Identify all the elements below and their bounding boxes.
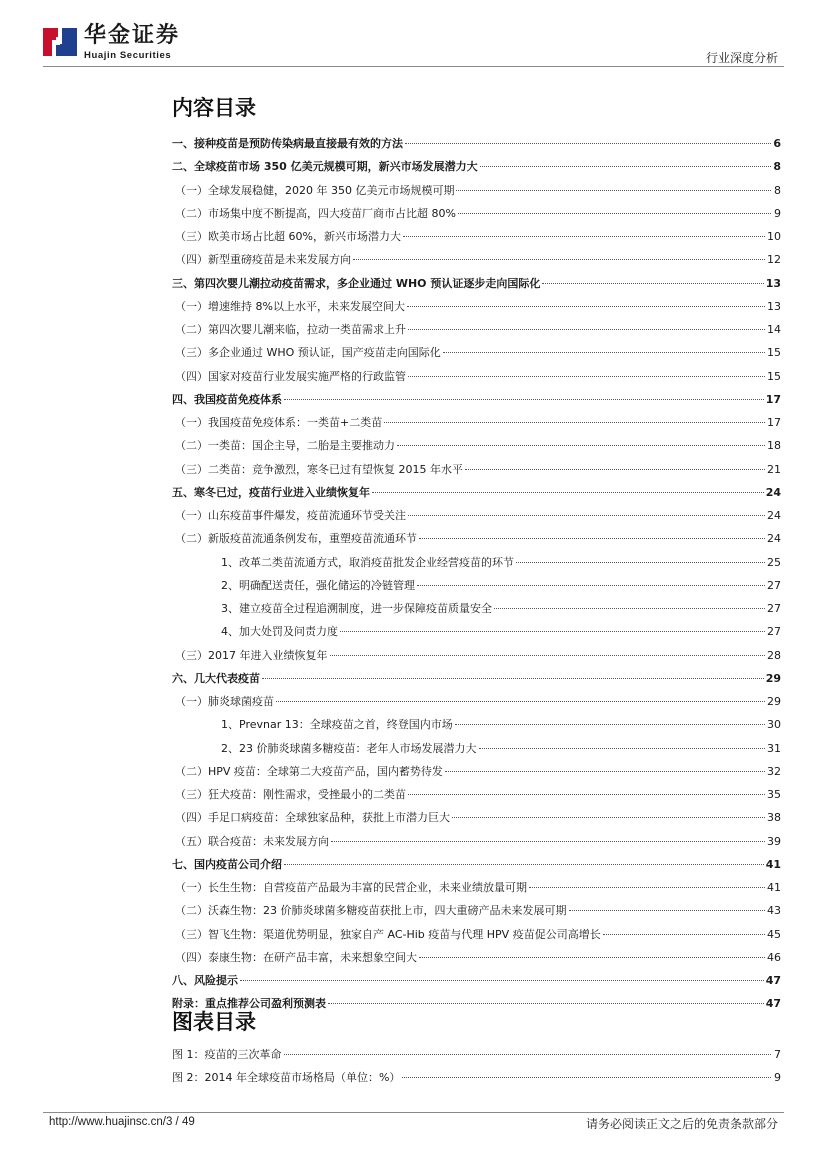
dot-leader [408, 515, 765, 516]
entry-page-number: 29 [765, 671, 781, 685]
toc-entry[interactable] [172, 853, 781, 876]
entry-page-number: 47 [765, 997, 781, 1011]
toc-entry[interactable] [172, 597, 781, 620]
toc-entry[interactable] [172, 318, 781, 341]
entry-page-number: 9 [774, 206, 781, 220]
entry-page-number: 17 [765, 392, 781, 406]
entry-title: 四、我国疫苗免疫体系 [172, 392, 282, 406]
entry-title: 4、加大处罚及问责力度 [221, 625, 338, 639]
entry-page-number: 13 [767, 299, 781, 313]
dot-leader [402, 1077, 771, 1078]
dot-leader [405, 143, 771, 144]
report-type-label: 行业深度分析 [705, 51, 778, 65]
entry-page-number: 30 [767, 718, 781, 732]
entry-title: （一）长生生物：自营疫苗产品最为丰富的民营企业，未来业绩放量可期 [175, 881, 527, 894]
entry-page-number: 7 [774, 1048, 781, 1061]
entry-title: （一）山东疫苗事件爆发，疫苗流通环节受关注 [175, 509, 406, 522]
entry-page-number: 24 [767, 532, 781, 546]
entry-title: （一）肺炎球菌疫苗 [175, 695, 274, 708]
dot-leader [408, 794, 765, 795]
entry-page-number: 31 [767, 741, 781, 755]
toc-entry[interactable] [172, 341, 781, 364]
entry-title: 附录：重点推荐公司盈利预测表 [172, 997, 326, 1011]
toc-entry[interactable] [172, 713, 781, 736]
header-divider [43, 66, 784, 67]
entry-page-number: 8 [774, 183, 781, 197]
entry-title: 1、Prevnar 13：全球疫苗之首，终登国内市场 [221, 718, 453, 732]
entry-title: （二）HPV 疫苗：全球第二大疫苗产品，国内蓄势待发 [175, 764, 443, 778]
toc-entry[interactable] [172, 992, 781, 1015]
entry-page-number: 27 [767, 602, 781, 615]
entry-title: （二）新版疫苗流通条例发布，重塑疫苗流通环节 [175, 532, 417, 546]
entry-page-number: 29 [767, 695, 781, 708]
dot-leader [328, 1003, 764, 1004]
dot-leader [452, 817, 765, 818]
entry-title: 五、寒冬已过，疫苗行业进入业绩恢复年 [172, 485, 370, 499]
dot-leader [603, 934, 765, 935]
entry-page-number: 18 [767, 439, 781, 453]
entry-title: （三）智飞生物：渠道优势明显，独家自产 AC-Hib 疫苗与代理 HPV 疫苗促公司高增长 [175, 927, 601, 941]
dot-leader [340, 631, 765, 632]
toc-entry[interactable] [172, 504, 781, 527]
huajin-logo-icon [43, 25, 77, 59]
toc-entry[interactable] [172, 551, 781, 574]
dot-leader [397, 445, 765, 446]
entry-title: （三）狂犬疫苗：刚性需求，受挫最小的二类苗 [175, 788, 406, 801]
toc-entry[interactable] [172, 830, 781, 853]
toc-entry[interactable] [172, 620, 781, 643]
entry-title: （四）泰康生物：在研产品丰富，未来想象空间大 [175, 950, 417, 964]
toc-entry[interactable] [172, 434, 781, 457]
dot-leader [276, 701, 765, 702]
entry-page-number: 17 [767, 416, 781, 429]
entry-title: （二）沃森生物：23 价肺炎球菌多糖疫苗获批上市，四大重磅产品未来发展可期 [175, 904, 567, 918]
brand-name-en: Huajin Securities [84, 50, 172, 61]
toc-entry[interactable] [172, 969, 781, 992]
figure-entry[interactable] [172, 1066, 781, 1089]
toc-entry[interactable] [172, 179, 781, 202]
dot-leader [330, 655, 766, 656]
toc-entry[interactable] [172, 737, 781, 760]
entry-page-number: 13 [765, 276, 781, 290]
dot-leader [403, 236, 765, 237]
entry-title: 1、改革二类苗流通方式，取消疫苗批发企业经营疫苗的环节 [221, 555, 514, 569]
entry-title: （一）全球发展稳健，2020 年 350 亿美元市场规模可期 [175, 183, 455, 197]
entry-page-number: 21 [767, 462, 781, 476]
toc-entry[interactable] [172, 690, 781, 713]
entry-page-number: 25 [767, 555, 781, 569]
dot-leader [408, 329, 765, 330]
entry-title: （四）手足口病疫苗：全球独家品种，获批上市潜力巨大 [175, 811, 450, 825]
entry-title: （一）我国疫苗免疫体系：一类苗+二类苗 [175, 416, 383, 429]
entry-page-number: 46 [767, 950, 781, 964]
dot-leader [284, 399, 764, 400]
dot-leader [331, 841, 765, 842]
footer-disclaimer: 请务必阅读正文之后的免责条款部分 [585, 1117, 778, 1131]
entry-title: （三）欧美市场占比超 60%，新兴市场潜力大 [175, 230, 401, 243]
toc-entry[interactable] [172, 155, 781, 178]
figure-entry[interactable] [172, 1043, 781, 1066]
entry-page-number: 32 [767, 764, 781, 778]
toc-entry[interactable] [172, 923, 781, 946]
dot-leader [455, 724, 765, 725]
entry-title: （五）联合疫苗：未来发展方向 [175, 834, 329, 848]
entry-page-number: 39 [767, 834, 781, 848]
entry-title: （三）多企业通过 WHO 预认证，国产疫苗走向国际化 [175, 346, 441, 360]
toc-heading: 内容目录 [172, 96, 256, 120]
entry-page-number: 41 [767, 881, 781, 894]
toc-entry[interactable] [172, 876, 781, 899]
figures-heading: 图表目录 [172, 1010, 256, 1034]
toc-entry[interactable] [172, 760, 781, 783]
entry-page-number: 24 [767, 509, 781, 522]
entry-title: （二）第四次婴儿潮来临，拉动一类苗需求上升 [175, 323, 406, 336]
entry-page-number: 27 [767, 578, 781, 592]
dot-leader [353, 259, 765, 260]
toc-entry[interactable] [172, 574, 781, 597]
entry-page-number: 9 [774, 1071, 781, 1084]
entry-page-number: 35 [767, 788, 781, 801]
brand-name-cn: 华金证券 [84, 23, 181, 48]
dot-leader [284, 1054, 772, 1055]
dot-leader [407, 306, 765, 307]
toc-entry[interactable] [172, 411, 781, 434]
dot-leader [529, 887, 765, 888]
dot-leader [479, 748, 766, 749]
entry-title: 2、23 价肺炎球菌多糖疫苗：老年人市场发展潜力大 [221, 741, 477, 755]
entry-page-number: 24 [765, 485, 781, 499]
entry-title: 六、几大代表疫苗 [172, 671, 260, 685]
entry-title: （三）2017 年进入业绩恢复年 [175, 648, 328, 662]
entry-page-number: 12 [767, 253, 781, 267]
footer-divider [43, 1112, 784, 1113]
dot-leader [516, 562, 765, 563]
table-of-contents [172, 132, 781, 1016]
dot-leader [458, 213, 771, 214]
entry-page-number: 27 [767, 625, 781, 639]
entry-page-number: 28 [767, 648, 781, 662]
dot-leader [465, 469, 765, 470]
dot-leader [417, 585, 765, 586]
dot-leader [240, 980, 764, 981]
toc-entry[interactable] [172, 783, 781, 806]
dot-leader [262, 678, 764, 679]
dot-leader [480, 166, 771, 167]
entry-title: （四）新型重磅疫苗是未来发展方向 [175, 253, 351, 267]
dot-leader [443, 352, 765, 353]
toc-entry[interactable] [172, 458, 781, 481]
dot-leader [494, 608, 765, 609]
toc-entry[interactable] [172, 527, 781, 550]
dot-leader [284, 864, 764, 865]
entry-page-number: 15 [767, 369, 781, 383]
entry-page-number: 47 [765, 974, 781, 987]
entry-title: 二、全球疫苗市场 350 亿美元规模可期，新兴市场发展潜力大 [172, 160, 478, 174]
toc-entry[interactable] [172, 899, 781, 922]
entry-title: （一）增速维持 8%以上水平，未来发展空间大 [175, 299, 405, 313]
list-of-figures [172, 1043, 781, 1089]
toc-entry[interactable] [172, 295, 781, 318]
toc-entry[interactable] [172, 806, 781, 829]
entry-page-number: 15 [767, 346, 781, 360]
entry-title: 一、接种疫苗是预防传染病最直接最有效的方法 [172, 137, 403, 150]
dot-leader [419, 957, 765, 958]
toc-entry[interactable] [172, 388, 781, 411]
toc-entry[interactable] [172, 644, 781, 667]
entry-page-number: 38 [767, 811, 781, 825]
toc-entry[interactable] [172, 272, 781, 295]
entry-page-number: 43 [767, 904, 781, 918]
footer-url-page[interactable]: http://www.huajinsc.cn/3 / 49 [49, 1116, 195, 1128]
entry-title: 图 1：疫苗的三次革命 [172, 1048, 282, 1061]
entry-title: 三、第四次婴儿潮拉动疫苗需求，多企业通过 WHO 预认证逐步走向国际化 [172, 276, 541, 290]
dot-leader [456, 190, 771, 191]
entry-title: （四）国家对疫苗行业发展实施严格的行政监管 [175, 369, 406, 383]
entry-page-number: 45 [767, 927, 781, 941]
dot-leader [445, 771, 765, 772]
toc-entry[interactable] [172, 202, 781, 225]
toc-entry[interactable] [172, 365, 781, 388]
dot-leader [542, 283, 763, 284]
entry-title: 图 2：2014 年全球疫苗市场格局（单位：%） [172, 1071, 401, 1084]
dot-leader [384, 422, 765, 423]
toc-entry[interactable] [172, 946, 781, 969]
entry-page-number: 6 [773, 137, 781, 150]
entry-title: 3、建立疫苗全过程追溯制度，进一步保障疫苗质量安全 [221, 602, 492, 615]
entry-page-number: 10 [767, 230, 781, 243]
entry-title: （三）二类苗：竞争激烈，寒冬已过有望恢复 2015 年水平 [175, 462, 463, 476]
entry-page-number: 8 [773, 160, 781, 174]
entry-title: 七、国内疫苗公司介绍 [172, 857, 282, 871]
dot-leader [408, 376, 765, 377]
dot-leader [419, 538, 765, 539]
entry-title: （二）一类苗：国企主导，二胎是主要推动力 [175, 439, 395, 453]
toc-entry[interactable] [172, 481, 781, 504]
toc-entry[interactable] [172, 667, 781, 690]
dot-leader [569, 910, 766, 911]
entry-title: 2、明确配送责任，强化储运的冷链管理 [221, 578, 415, 592]
toc-entry[interactable] [172, 225, 781, 248]
dot-leader [372, 492, 764, 493]
entry-page-number: 41 [765, 857, 781, 871]
toc-entry[interactable] [172, 132, 781, 155]
entry-title: 八、风险提示 [172, 974, 238, 987]
entry-page-number: 14 [767, 323, 781, 336]
page-header [0, 0, 827, 70]
entry-title: （二）市场集中度不断提高，四大疫苗厂商市占比超 80% [175, 206, 456, 220]
toc-entry[interactable] [172, 248, 781, 271]
